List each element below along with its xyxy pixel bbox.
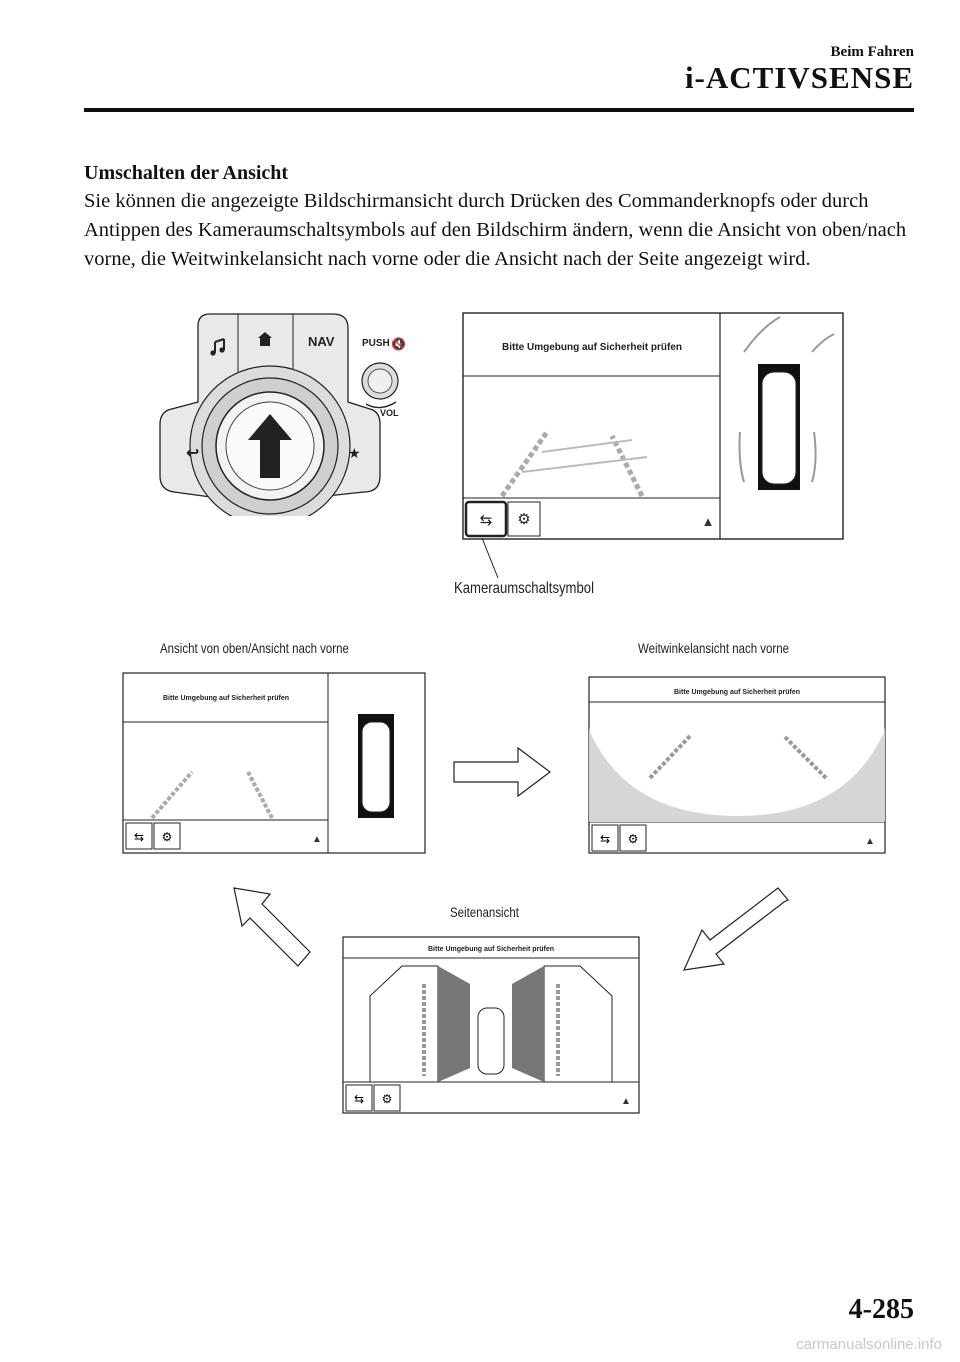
mute-icon: 🔇: [391, 337, 406, 351]
arrow-right-icon: [452, 744, 552, 800]
safety-message: Bitte Umgebung auf Sicherheit prüfen: [427, 946, 555, 953]
screen-wide-front-view: [588, 676, 886, 854]
camera-switch-icon[interactable]: ⇆: [353, 1092, 365, 1106]
caption-top-front-view: Ansicht von oben/Ansicht nach vorne: [160, 640, 349, 656]
vol-label: VOL: [380, 408, 399, 418]
commander-knob-illustration: [158, 306, 420, 516]
section-title: Umschalten der Ansicht: [84, 162, 289, 184]
parking-sensor-icon: ▲: [701, 514, 715, 529]
camera-switch-icon[interactable]: ⇆: [599, 832, 611, 846]
caption-wide-front-view: Weitwinkelansicht nach vorne: [638, 640, 790, 656]
camera-switch-icon[interactable]: ⇆: [133, 830, 145, 844]
screen-side-view: [342, 936, 640, 1114]
caption-camera-switch-icon: Kameraumschaltsymbol: [454, 580, 595, 597]
header-rule: [84, 108, 914, 112]
page-number: 4-285: [848, 1294, 914, 1325]
settings-gear-icon[interactable]: ⚙: [627, 832, 639, 846]
parking-sensor-icon: ▲: [621, 1096, 631, 1107]
caption-side-view: Seitenansicht: [450, 904, 519, 920]
favorites-star-icon: ★: [348, 445, 361, 461]
safety-message: Bitte Umgebung auf Sicherheit prüfen: [162, 695, 290, 702]
section-body-text: Sie können die angezeigte Bildschirmansicht durch Drücken des Commanderknopfs oder durch Antippen des Kameraumschaltsymbols auf den Bildschirm ändern, wenn die Ansicht von oben/nach vorne, die Weitwinkelansicht nach vorne oder die Ansicht nach der Seite angezeigt wird.: [84, 190, 907, 270]
settings-gear-icon[interactable]: ⚙: [161, 830, 173, 844]
camera-switch-icon[interactable]: ⇆: [479, 512, 493, 529]
arrow-up-left-icon: [230, 884, 312, 970]
watermark: carmanualsonline.info: [796, 1336, 942, 1353]
settings-gear-icon[interactable]: ⚙: [517, 511, 531, 528]
camera-screen-top-front-large: [462, 312, 844, 540]
screen-top-front-view: [122, 672, 426, 854]
push-label: PUSH: [362, 338, 390, 349]
arrow-down-left-icon: [680, 884, 790, 974]
nav-button-label: NAV: [308, 334, 335, 349]
running-header-section: Beim Fahren: [830, 44, 914, 60]
safety-message: Bitte Umgebung auf Sicherheit prüfen: [673, 689, 801, 696]
safety-message: Bitte Umgebung auf Sicherheit prüfen: [501, 342, 683, 353]
callout-line: [478, 538, 502, 580]
settings-gear-icon[interactable]: ⚙: [381, 1092, 393, 1106]
parking-sensor-icon: ▲: [865, 836, 875, 847]
running-header-chapter: i-ACTIVSENSE: [684, 60, 914, 95]
back-icon: ↩: [186, 445, 200, 462]
parking-sensor-icon: ▲: [312, 834, 322, 845]
